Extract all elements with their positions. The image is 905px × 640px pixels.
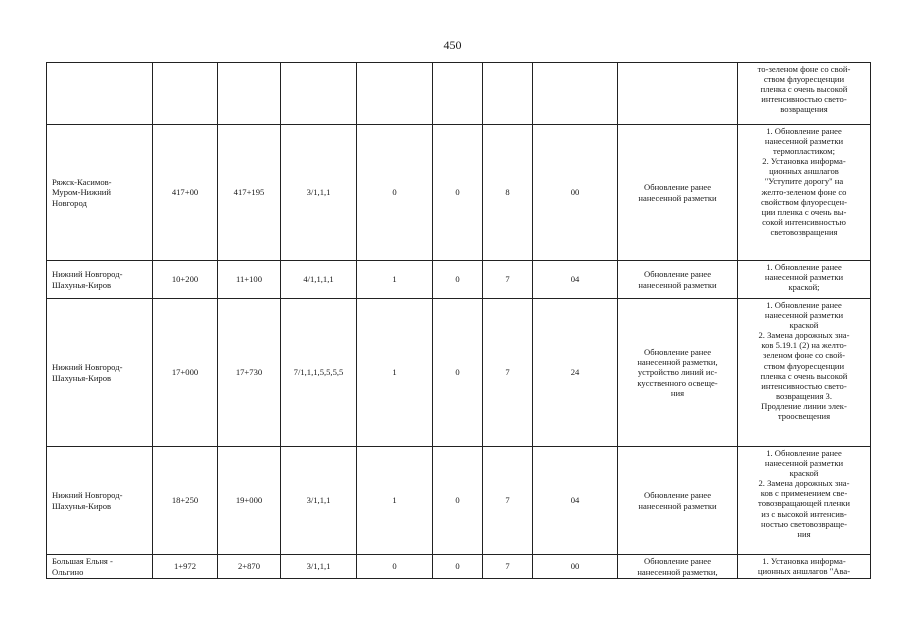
measures-line: пленка с очень высокой xyxy=(760,370,848,381)
road-name-line: Новгород xyxy=(52,197,87,208)
lanes-cell: 7/1,1,1,5,5,5,5 xyxy=(281,299,357,447)
measures-line: ционных аншлагов "Ава- xyxy=(757,566,851,577)
road-name-cell xyxy=(47,299,153,447)
count-cell: 7 xyxy=(483,261,533,299)
road-name-cell xyxy=(47,447,153,555)
road-name-cell xyxy=(47,555,153,579)
work-type-line: устройство линий ис- xyxy=(637,367,718,378)
km-end-cell: 2+870 xyxy=(218,555,281,579)
lanes-cell: 4/1,1,1,1 xyxy=(281,261,357,299)
measures-line: свойством флуоресцен- xyxy=(760,196,848,207)
count-cell: 7 xyxy=(483,447,533,555)
road-name-cell xyxy=(47,63,153,125)
measures-line: 1. Обновление ранее xyxy=(766,300,842,310)
count-cell: 24 xyxy=(533,299,618,447)
km-start-cell: 18+250 xyxy=(153,447,218,555)
road-name-line: Шахунья-Киров xyxy=(52,279,112,290)
measures-line: нанесенной разметки xyxy=(764,136,844,147)
table-row xyxy=(47,63,871,125)
count-cell: 0 xyxy=(433,299,483,447)
road-name-line: Шахунья-Киров xyxy=(52,372,112,383)
measures-line: товозвращающей пленки xyxy=(758,498,850,509)
road-name-line: Ольгино xyxy=(52,566,84,577)
measures-line: ков с применением све- xyxy=(760,488,848,499)
work-type-line: Обновление ранее xyxy=(643,490,712,501)
road-works-table xyxy=(46,62,871,579)
km-end-cell: 11+100 xyxy=(218,261,281,299)
count-cell xyxy=(483,63,533,125)
measures-line: интенсивностью свето- xyxy=(761,380,847,391)
work-type-line: нанесенной разметки xyxy=(638,192,717,203)
road-name-line: Шахунья-Киров xyxy=(52,500,112,511)
measures-line: из с высокой интенсив- xyxy=(761,508,847,519)
measures-cell xyxy=(738,555,871,579)
table-row xyxy=(47,299,871,447)
count-cell: 0 xyxy=(357,555,433,579)
km-start-cell: 1+972 xyxy=(153,555,218,579)
measures-line: ции пленка с очень вы- xyxy=(761,206,847,217)
count-cell xyxy=(433,63,483,125)
measures-line: термопластиком; xyxy=(772,146,836,157)
count-cell: 00 xyxy=(533,555,618,579)
page-number: 450 xyxy=(443,38,462,52)
measures-line: "Уступите дорогу" на xyxy=(764,176,844,187)
lanes-cell: 3/1,1,1 xyxy=(281,125,357,261)
measures-line: краской; xyxy=(788,282,820,293)
lanes-cell: 3/1,1,1 xyxy=(281,447,357,555)
count-cell: 0 xyxy=(433,555,483,579)
count-cell: 1 xyxy=(357,261,433,299)
table-row xyxy=(47,447,871,555)
measures-line: нанесенной разметки xyxy=(764,458,844,469)
count-cell: 0 xyxy=(433,261,483,299)
work-type-cell xyxy=(618,261,738,299)
work-type-cell xyxy=(618,447,738,555)
work-type-line: нанесенной разметки xyxy=(638,500,717,511)
work-type-cell xyxy=(618,125,738,261)
count-cell: 04 xyxy=(533,261,618,299)
measures-line: желто-зеленом фоне со xyxy=(761,186,847,197)
km-end-cell xyxy=(218,63,281,125)
measures-line: пленка с очень высокой xyxy=(760,84,848,95)
measures-cell xyxy=(738,447,871,555)
km-end-cell: 17+730 xyxy=(218,299,281,447)
measures-line: 2. Замена дорожных зна- xyxy=(758,478,850,489)
measures-line: 1. Обновление ранее xyxy=(766,262,842,272)
measures-line: возвращения xyxy=(780,104,828,115)
table-row xyxy=(47,261,871,299)
measures-line: краской xyxy=(789,320,819,331)
measures-line: нанесенной разметки xyxy=(764,272,844,283)
work-type-line: нанесенной разметки, xyxy=(637,357,718,368)
road-name-line: Нижний Новгород- xyxy=(52,269,123,280)
measures-line: 1. Обновление ранее xyxy=(766,448,842,458)
work-type-line: ния xyxy=(670,387,685,398)
measures-line: краской xyxy=(789,468,819,479)
lanes-cell: 3/1,1,1 xyxy=(281,555,357,579)
measures-line: ков 5.19.1 (2) на желто- xyxy=(761,340,847,351)
measures-line: ционных аншлагов xyxy=(769,166,839,177)
measures-line: ством флуоресценции xyxy=(763,360,845,371)
measures-line: 2. Замена дорожных зна- xyxy=(758,330,850,341)
table-body xyxy=(47,63,871,579)
table-row xyxy=(47,125,871,261)
lanes-cell xyxy=(281,63,357,125)
count-cell: 04 xyxy=(533,447,618,555)
work-type-line: нанесенной разметки, xyxy=(637,566,718,577)
count-cell: 1 xyxy=(357,447,433,555)
work-type-line: нанесенной разметки xyxy=(638,279,717,290)
count-cell: 0 xyxy=(433,447,483,555)
measures-line: интенсивностью свето- xyxy=(761,94,847,105)
count-cell: 1 xyxy=(357,299,433,447)
count-cell: 7 xyxy=(483,299,533,447)
km-end-cell: 19+000 xyxy=(218,447,281,555)
measures-line: сокой интенсивностью xyxy=(762,216,846,227)
measures-line: то-зеленом фоне со свой- xyxy=(757,64,851,74)
work-type-cell xyxy=(618,299,738,447)
measures-line: ством флуоресценции xyxy=(763,74,845,85)
count-cell: 7 xyxy=(483,555,533,579)
measures-line: ния xyxy=(797,528,811,539)
measures-line: световозвращения xyxy=(770,226,838,237)
road-name-line: Нижний Новгород- xyxy=(52,362,123,373)
measures-line: 2. Установка информа- xyxy=(762,156,846,167)
count-cell: 0 xyxy=(433,125,483,261)
measures-cell xyxy=(738,261,871,299)
road-name-line: Нижний Новгород- xyxy=(52,490,123,501)
work-type-line: Обновление ранее xyxy=(643,556,712,567)
count-cell: 0 xyxy=(357,125,433,261)
table-row xyxy=(47,555,871,579)
km-end-cell: 417+195 xyxy=(218,125,281,261)
work-type-cell xyxy=(618,63,738,125)
road-name-line: Большая Ельня - xyxy=(52,556,113,567)
measures-cell xyxy=(738,63,871,125)
measures-line: нанесенной разметки xyxy=(764,310,844,321)
work-type-line: Обновление ранее xyxy=(643,347,712,358)
km-start-cell: 17+000 xyxy=(153,299,218,447)
km-start-cell: 10+200 xyxy=(153,261,218,299)
km-start-cell xyxy=(153,63,218,125)
work-type-cell xyxy=(618,555,738,579)
measures-line: возвращения 3. xyxy=(775,390,833,401)
road-name-cell xyxy=(47,261,153,299)
count-cell: 8 xyxy=(483,125,533,261)
road-name-cell xyxy=(47,125,153,261)
road-name-line: Ряжск-Касимов- xyxy=(52,177,112,188)
count-cell xyxy=(357,63,433,125)
count-cell xyxy=(533,63,618,125)
measures-line: троосвещения xyxy=(777,411,831,422)
measures-line: зеленом фоне со свой- xyxy=(763,350,845,361)
work-type-line: Обновление ранее xyxy=(643,182,712,193)
work-type-line: кусственного освеще- xyxy=(637,377,718,388)
road-name-line: Муром-Нижний xyxy=(52,187,111,198)
work-type-line: Обновление ранее xyxy=(643,269,712,280)
measures-cell xyxy=(738,125,871,261)
measures-line: ностью световозвраще- xyxy=(761,518,847,529)
count-cell: 00 xyxy=(533,125,618,261)
km-start-cell: 417+00 xyxy=(153,125,218,261)
measures-line: 1. Обновление ранее xyxy=(766,126,842,136)
measures-line: Продление линии элек- xyxy=(761,400,847,411)
measures-cell xyxy=(738,299,871,447)
measures-line: 1. Установка информа- xyxy=(762,556,846,566)
